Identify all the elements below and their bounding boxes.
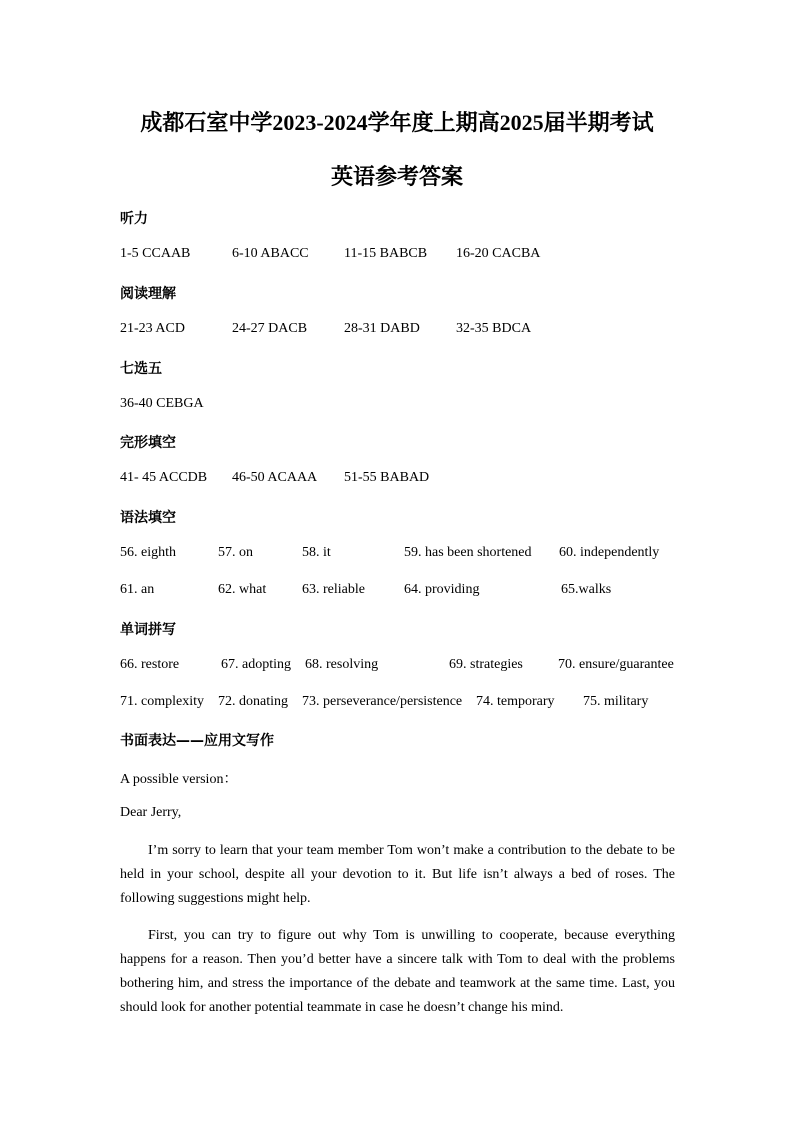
answer-item: 59. has been shortened [404,545,532,560]
answer-item: 24-27 DACB [232,321,308,336]
answer-row-reading [0,321,794,341]
answer-item: 41- 45 ACCDB [120,470,208,485]
answer-row-spelling-1 [0,657,794,677]
answer-item: 67. adopting [221,657,291,672]
answer-item: 6-10 ABACC [232,246,309,261]
doc-title: 成都石室中学2023-2024学年度上期高2025届半期考试 [140,110,654,135]
section-heading-grammar: 语法填空 [120,510,176,526]
section-heading-reading: 阅读理解 [120,286,176,302]
answer-row-grammar-1 [0,545,794,565]
answer-item: 60. independently [559,545,660,560]
answer-item: 28-31 DABD [344,321,420,336]
letter-paragraph: I’m sorry to learn that your team member Tom won’t make a contribution to the debate to be held in your school, despite all your devotion to it. But life isn’t always a bed of roses. The following suggestions might help. [120,843,675,906]
answer-item: 74. temporary [476,694,555,709]
answer-item: 51-55 BABAD [344,470,430,485]
answer-row-listening [0,246,794,266]
answer-item: 61. an [120,582,155,597]
answer-row-grammar-2 [0,582,794,602]
answer-item: 58. it [302,545,331,560]
answer-item: 1-5 CCAAB [120,246,191,261]
answer-item: 11-15 BABCB [344,246,428,261]
letter-paragraph: First, you can try to figure out why Tom is unwilling to cooperate, because everything happens for a reason. Then you’d better have a sincere talk with Tom to deal with the problems bothering him, and stress the importance of the debate and teamwork at the same time. Last, you should look for another potential teammate in case he doesn’t change his mind. [120,928,675,1015]
answer-item: 32-35 BDCA [456,321,532,336]
answer-item: 36-40 CEBGA [120,396,204,411]
answer-item: 56. eighth [120,545,176,560]
answer-item: 64. providing [404,582,480,597]
answer-item: 21-23 ACD [120,321,185,336]
answer-row-spelling-2 [0,694,794,714]
answer-item: 57. on [218,545,253,560]
section-heading-writing: 书面表达——应用文写作 [120,733,274,749]
section-heading-spelling: 单词拼写 [120,622,176,638]
letter-salutation: Dear Jerry, [120,805,182,820]
section-heading-cloze: 完形填空 [120,435,176,451]
answer-item: 62. what [218,582,267,597]
answer-item: 75. military [583,694,649,709]
answer-row-seven-five [0,396,794,416]
answer-item: 63. reliable [302,582,365,597]
answer-item: 70. ensure/guarantee [558,657,674,672]
answer-item: 46-50 ACAAA [232,470,318,485]
answer-row-cloze [0,470,794,490]
answer-item: 16-20 CACBA [456,246,541,261]
section-heading-seven-five: 七选五 [120,361,162,377]
answer-item: 66. restore [120,657,180,672]
doc-subtitle: 英语参考答案 [330,164,463,189]
answer-item: 68. resolving [305,657,379,672]
answer-item: 72. donating [218,694,288,709]
answer-item: 65.walks [561,582,612,597]
section-heading-listening: 听力 [120,211,148,227]
writing-intro: A possible version： [120,772,238,787]
answer-item: 71. complexity [120,694,204,709]
answer-item: 69. strategies [449,657,523,672]
answer-item: 73. perseverance/persistence [302,694,463,709]
